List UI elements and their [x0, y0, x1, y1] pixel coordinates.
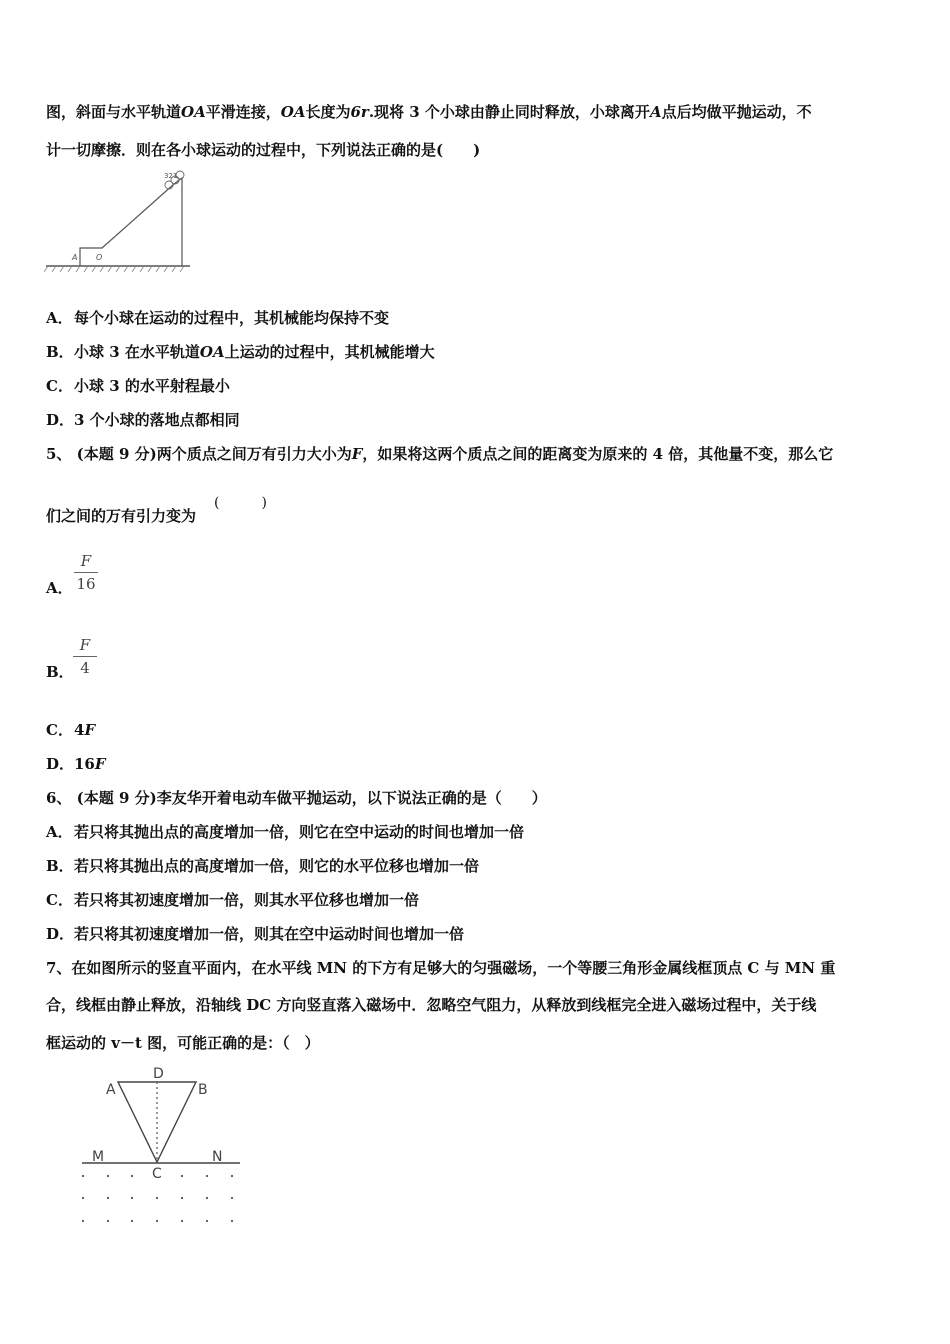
- q7-line-2: 合，线框由静止释放，沿轴线 DC 方向竖直落入磁场中．忽略空气阻力，从释放到线框完全进入磁场过程中，关于线: [46, 996, 817, 1014]
- q6-option-d[interactable]: D．若只将其初速度增加一倍，则其在空中运动时间也增加一倍: [46, 925, 465, 943]
- label-c: C: [152, 1166, 162, 1182]
- q4-line-1: 图，斜面与水平轨道OA平滑连接，OA长度为6r.现将 3 个小球由静止同时释放，小球离开A点后均做平抛运动，不: [46, 103, 812, 121]
- q6-option-a[interactable]: A．若只将其抛出点的高度增加一倍，则它在空中运动的时间也增加一倍: [46, 823, 525, 841]
- q5-option-b[interactable]: B．: [46, 663, 74, 681]
- ground-hatching: [44, 266, 184, 272]
- incline-figure: [44, 168, 194, 276]
- q4-option-d[interactable]: D．3 个小球的落地点都相同: [46, 411, 240, 429]
- q4-option-a[interactable]: A．每个小球在运动的过程中，其机械能均保持不变: [46, 309, 390, 327]
- q4-option-b[interactable]: B．小球 3 在水平轨道OA上运动的过程中，其机械能增大: [46, 343, 435, 361]
- q5-option-c[interactable]: C．4F: [46, 721, 96, 739]
- q6-option-b[interactable]: B．若只将其抛出点的高度增加一倍，则它的水平位移也增加一倍: [46, 857, 480, 875]
- q5-option-b-fraction: F 4: [70, 636, 100, 677]
- q5-option-a[interactable]: A．: [46, 579, 73, 597]
- q4-line-2: 计一切摩擦．则在各小球运动的过程中，下列说法正确的是( ): [46, 141, 481, 159]
- label-a: A: [72, 253, 78, 262]
- label-a: A: [106, 1082, 116, 1098]
- q5-answer-paren: ( ): [214, 495, 267, 511]
- q7-line-1: 7、在如图所示的竖直平面内，在水平线 MN 的下方有足够大的匀强磁场，一个等腰三角形金属线框顶点 C 与 MN 重: [46, 959, 836, 977]
- label-m: M: [92, 1149, 105, 1165]
- label-d: D: [153, 1066, 164, 1082]
- q6-stem: 6、 (本题 9 分)李友华开着电动车做平抛运动，以下说法正确的是（ ）: [46, 789, 547, 807]
- q5-line-2: 们之间的万有引力变为: [46, 507, 197, 525]
- q5-option-d[interactable]: D．16F: [46, 755, 106, 773]
- q6-option-c[interactable]: C．若只将其初速度增加一倍，则其水平位移也增加一倍: [46, 891, 420, 909]
- q7-line-3: 框运动的 v－t 图，可能正确的是：（ ）: [46, 1034, 320, 1052]
- triangle-field-figure: [78, 1064, 244, 1230]
- balls-label: 321: [164, 172, 178, 180]
- q5-option-a-fraction: F 16: [71, 552, 101, 593]
- q5-line-1: 5、 (本题 9 分)两个质点之间万有引力大小为F，如果将这两个质点之间的距离变为原来的 4 倍，其他量不变，那么它: [46, 445, 834, 463]
- label-b: B: [198, 1082, 208, 1098]
- label-n: N: [212, 1149, 223, 1165]
- label-o: O: [96, 253, 103, 262]
- q4-option-c[interactable]: C．小球 3 的水平射程最小: [46, 377, 230, 395]
